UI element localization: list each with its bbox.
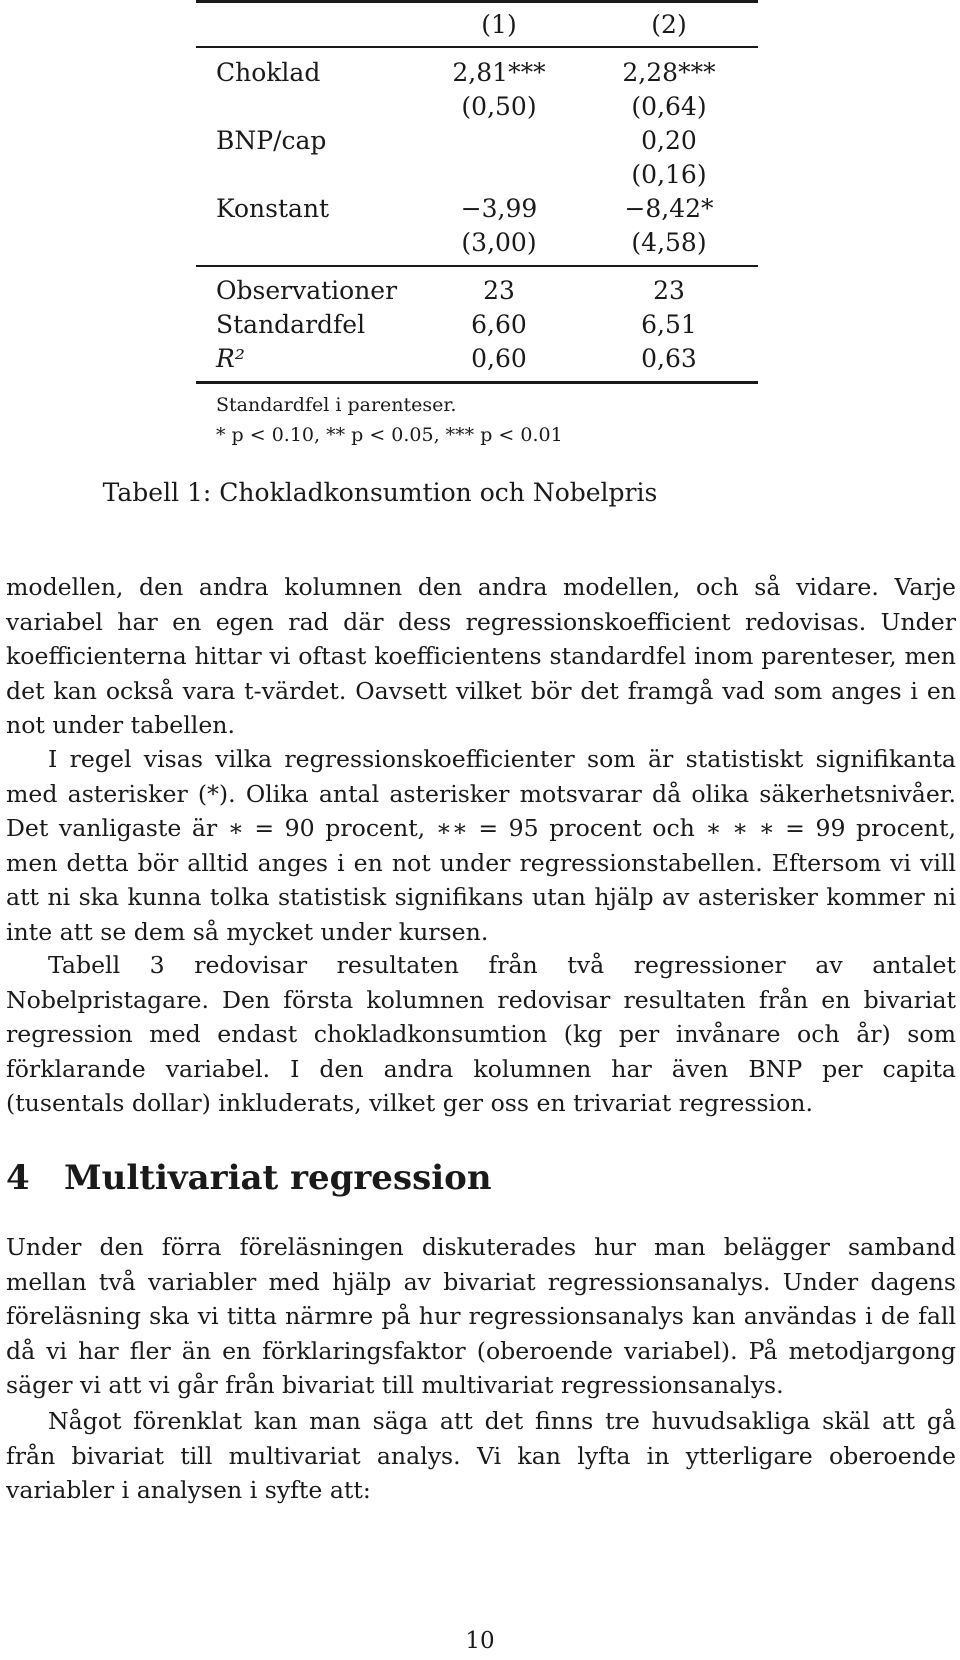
cell-model-2: 2,28*** [622,58,716,87]
row-label: Konstant [216,194,330,223]
paragraph-table-results: Tabell 3 redovisar resultaten från två regressioner av antalet Nobelpristagare. Den första kolumnen redovisar resultaten från en bivariat regression med endast chokladkonsumtion (kg per invånare och år) som förklarande variabel. I den andra kolumnen har även BNP per capita (tusentals dollar) inkluderats, vilket ger oss en trivariat regression. [6,951,956,1117]
column-header-1: (1) [481,10,517,39]
paragraph-reasons: Något förenklat kan man säga att det finns tre huvudsakliga skäl att gå från bivariat till multivariat analys. Vi kan lyfta in ytterligare oberoende variabler i analysen i syfte att: [6,1407,956,1504]
section-heading [6,1158,492,1198]
column-header-2: (2) [651,10,687,39]
cell-model-1: (3,00) [461,228,537,257]
cell-model-1: 6,60 [471,310,527,339]
table-caption: Tabell 1: Chokladkonsumtion och Nobelpris [102,478,658,507]
cell-model-2: (4,58) [631,228,707,257]
cell-model-1: −3,99 [460,194,538,223]
table-row [196,56,758,90]
table-row [196,158,758,192]
cell-model-1: 0,60 [471,344,527,373]
table-row [196,124,758,158]
cell-model-1: 2,81*** [452,58,546,87]
stat-label: Standardfel [216,310,366,339]
paragraph-asterisks: I regel visas vilka regressionskoefficienter som är statistiskt signifikanta med asterisker (*). Olika antal asterisker motsvarar då olika säkerhetsnivåer. Det vanligaste är ∗ = 90 procent, ∗∗ = 95 procent och ∗ ∗ ∗ = 99 procent, men detta bör alltid anges i en not under regressionstabellen. Eftersom vi vill att ni ska kunna tolka statistisk signifikans utan hjälp av asterisker kommer ni inte att se dem så mycket under kursen. [6,745,956,946]
table-row [196,192,758,226]
table-note-significance: * p < 0.10, ** p < 0.05, *** p < 0.01 [216,424,563,446]
table-stats-rule [196,265,758,267]
paragraph-intro: Under den förra föreläsningen diskuterades hur man belägger samband mellan två variabler med hjälp av bivariat regressionsanalys. Under dagens föreläsning ska vi titta närmre på hur regressionsanalys kan användas i de fall då vi har fler än en förklaringsfaktor (oberoende variabel). På metodjargong säger vi att vi går från bivariat till multivariat regressionsanalys. [6,1233,956,1399]
paragraph-table-description: modellen, den andra kolumnen den andra modellen, och så vidare. Varje variabel har en egen rad där dess regressionskoefficient redovisas. Under koefficienterna hittar vi oftast koefficientens standardfel inom parenteser, men det kan också vara t-värdet. Oavsett vilket bör det framgå vad som anges i en not under tabellen. [6,573,956,739]
cell-model-2: (0,16) [631,160,707,189]
table-note-standard-errors: Standardfel i parenteser. [216,394,457,416]
section-number: 4 [6,1158,30,1198]
table-top-rule [196,0,758,3]
table-header-row [196,8,758,42]
table-header-rule [196,46,758,48]
row-label: Choklad [216,58,321,87]
cell-model-2: 6,51 [641,310,697,339]
table-bottom-rule [196,381,758,384]
cell-model-2: −8,42* [624,194,714,223]
page-number: 10 [465,1628,495,1654]
stat-label: R² [216,344,245,373]
cell-model-2: 23 [653,276,685,305]
table-row [196,342,758,376]
stat-label: Observationer [216,276,398,305]
cell-model-2: (0,64) [631,92,707,121]
section-title: Multivariat regression [64,1158,492,1198]
cell-model-1: (0,50) [461,92,537,121]
cell-model-2: 0,20 [641,126,697,155]
cell-model-1: 23 [483,276,515,305]
cell-model-2: 0,63 [641,344,697,373]
table-row [196,274,758,308]
table-row [196,90,758,124]
table-row [196,226,758,260]
table-row [196,308,758,342]
row-label: BNP/cap [216,126,327,155]
